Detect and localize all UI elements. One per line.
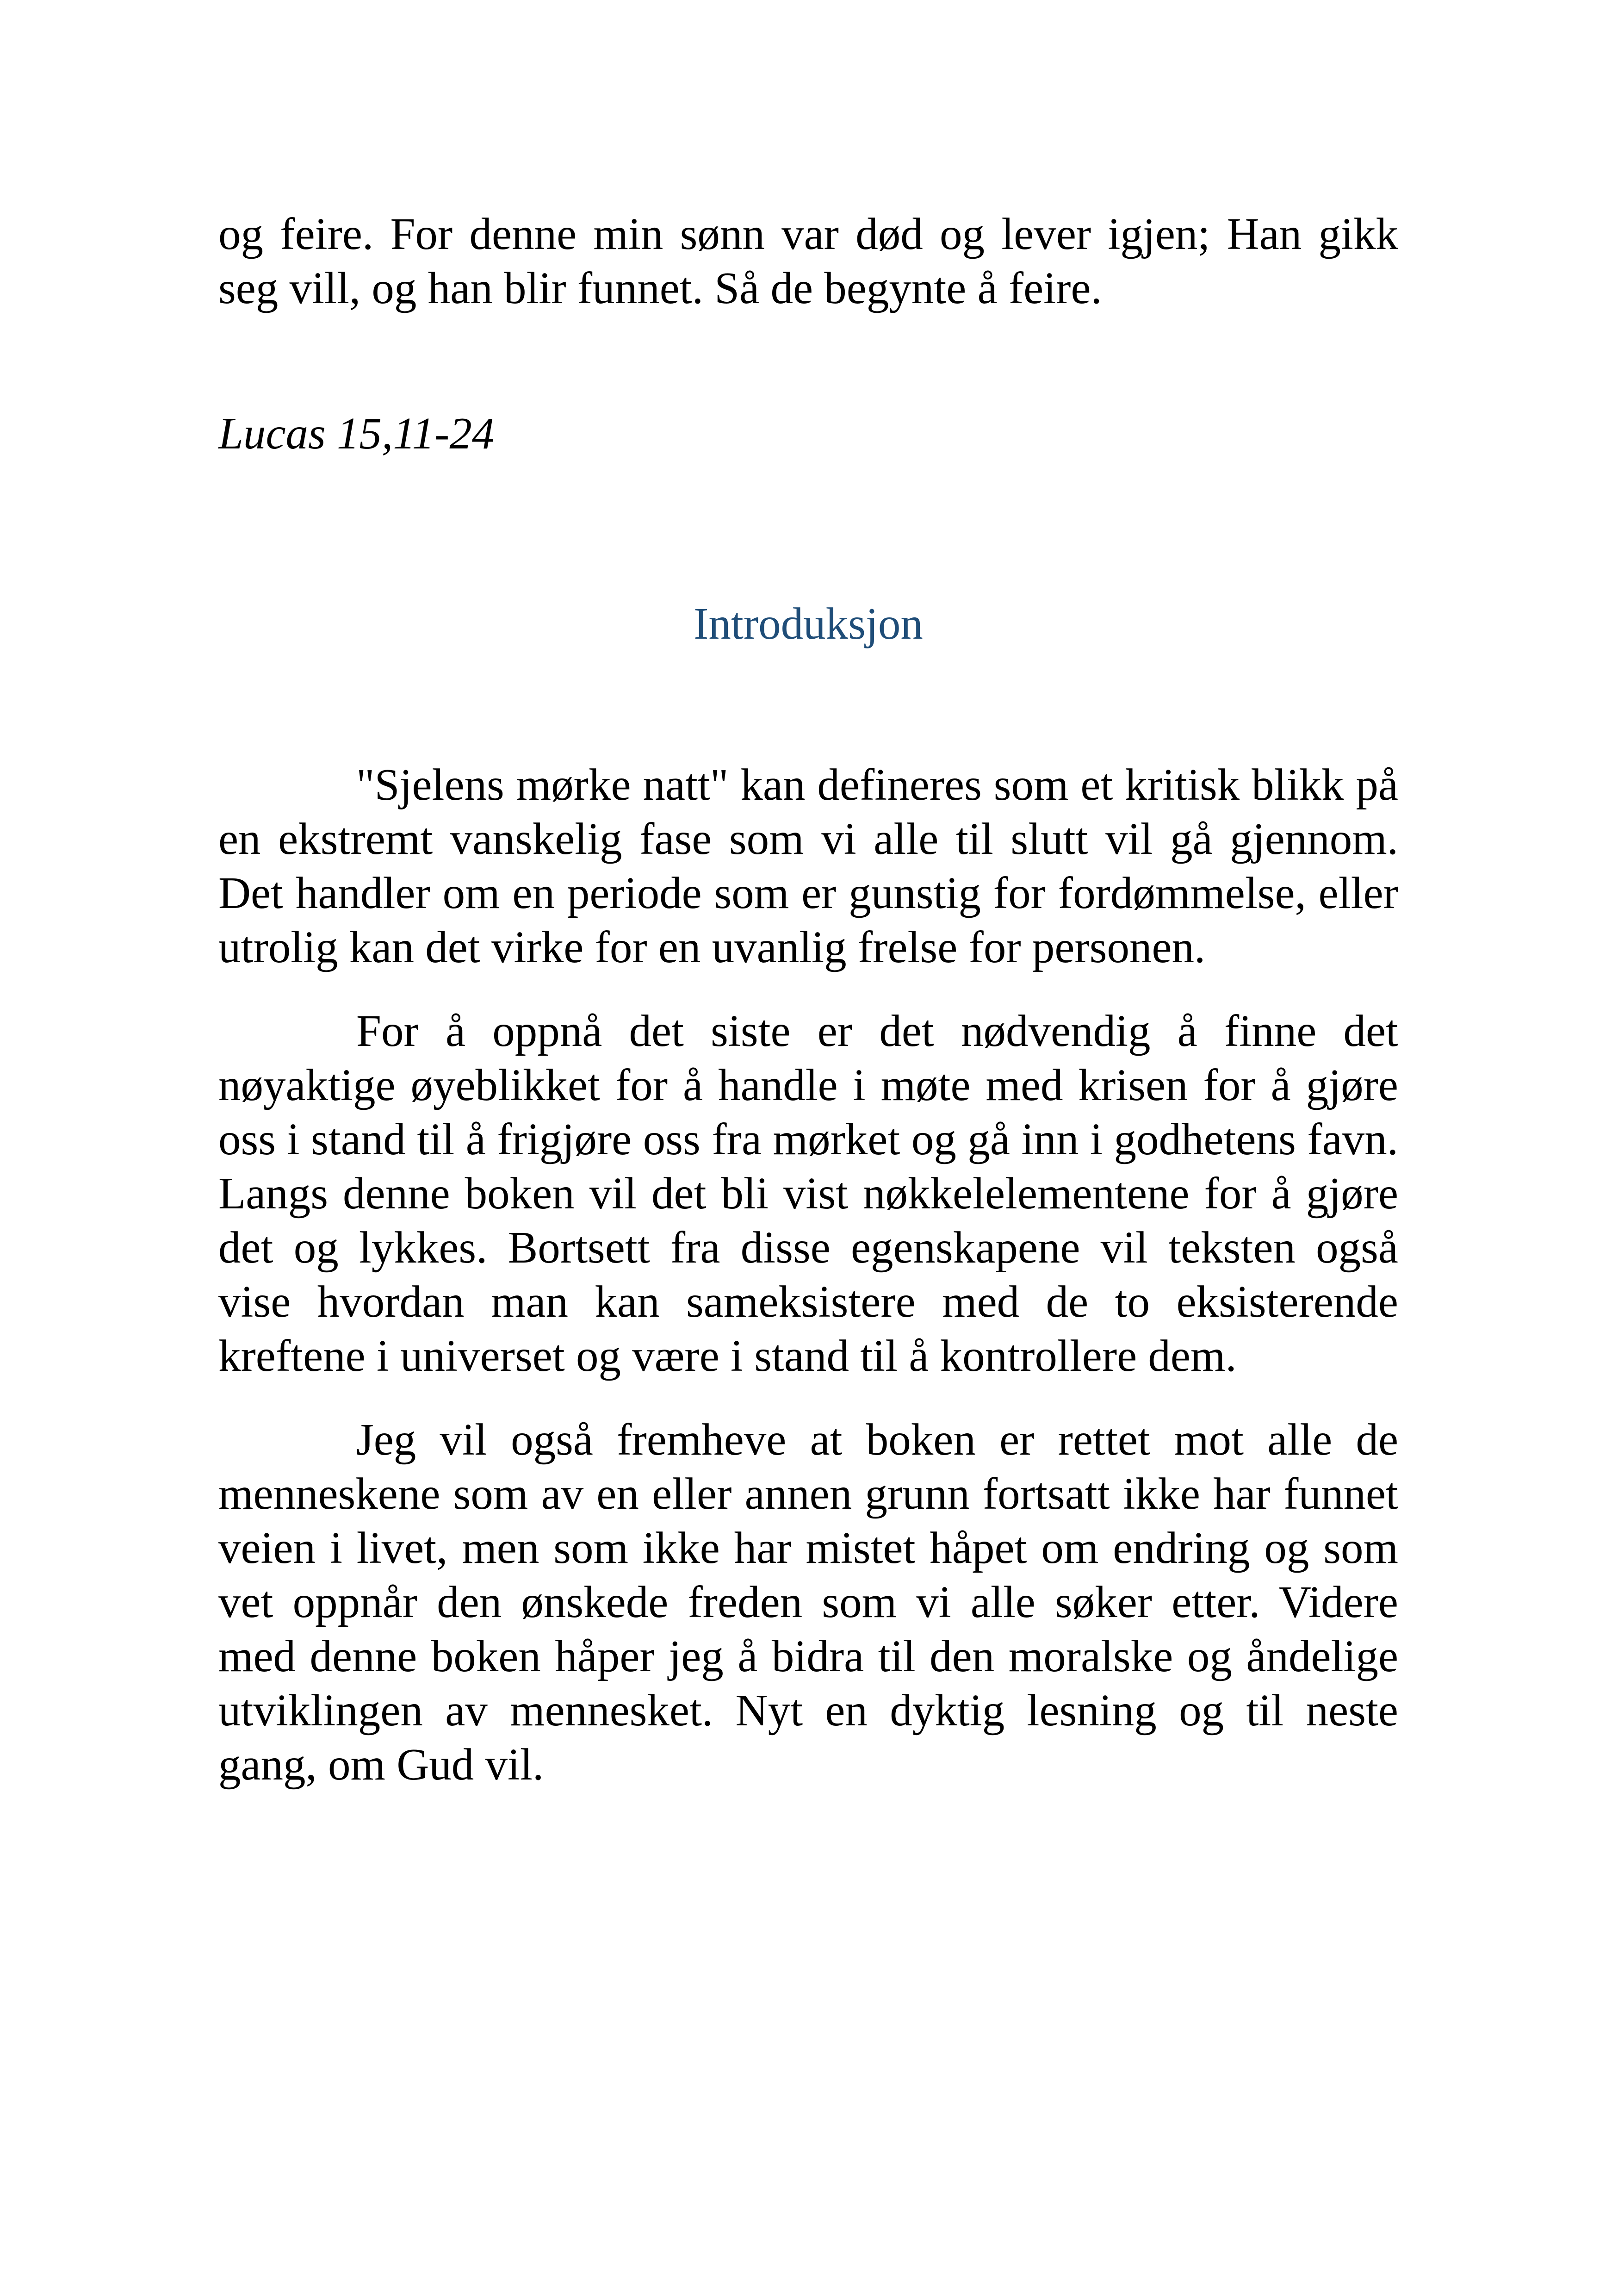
body-paragraph-3: Jeg vil også fremheve at boken er rettet mot alle de menneskene som av en eller annen grunn fortsatt ikke har funnet veien i livet, men som ikke har mistet håpet om endring og som vet oppnår den ønskede freden som vi alle søker etter. Videre med denne boken håper jeg å bidra til den moralske og åndelige utviklingen av mennesket. Nyt en dyktig lesning og til neste gang, om Gud vil. <box>218 1415 1398 1789</box>
introduction-body <box>218 758 1398 1792</box>
opening-paragraph: og feire. For denne min sønn var død og lever igjen; Han gikk seg vill, og han blir funnet. Så de begynte å feire. <box>218 209 1398 313</box>
body-paragraph-2: For å oppnå det siste er det nødvendig å finne det nøyaktige øyeblikket for å handle i møte med krisen for å gjøre oss i stand til å frigjøre oss fra mørket og gå inn i godhetens favn. Langs denne boken vil det bli vist nøkkelelementene for å gjøre det og lykkes. Bortsett fra disse egenskapene vil teksten også vise hvordan man kan sameksistere med de to eksisterende kreftene i universet og være i stand til å kontrollere dem. <box>218 1006 1398 1381</box>
body-paragraph-1: "Sjelens mørke natt" kan defineres som et kritisk blikk på en ekstremt vanskelig fase som vi alle til slutt vil gå gjennom. Det handler om en periode som er gunstig for fordømmelse, eller utrolig kan det virke for en uvanlig frelse for personen. <box>218 760 1398 972</box>
scripture-reference: Lucas 15,11-24 <box>218 409 495 458</box>
section-heading: Introduksjon <box>694 599 923 648</box>
